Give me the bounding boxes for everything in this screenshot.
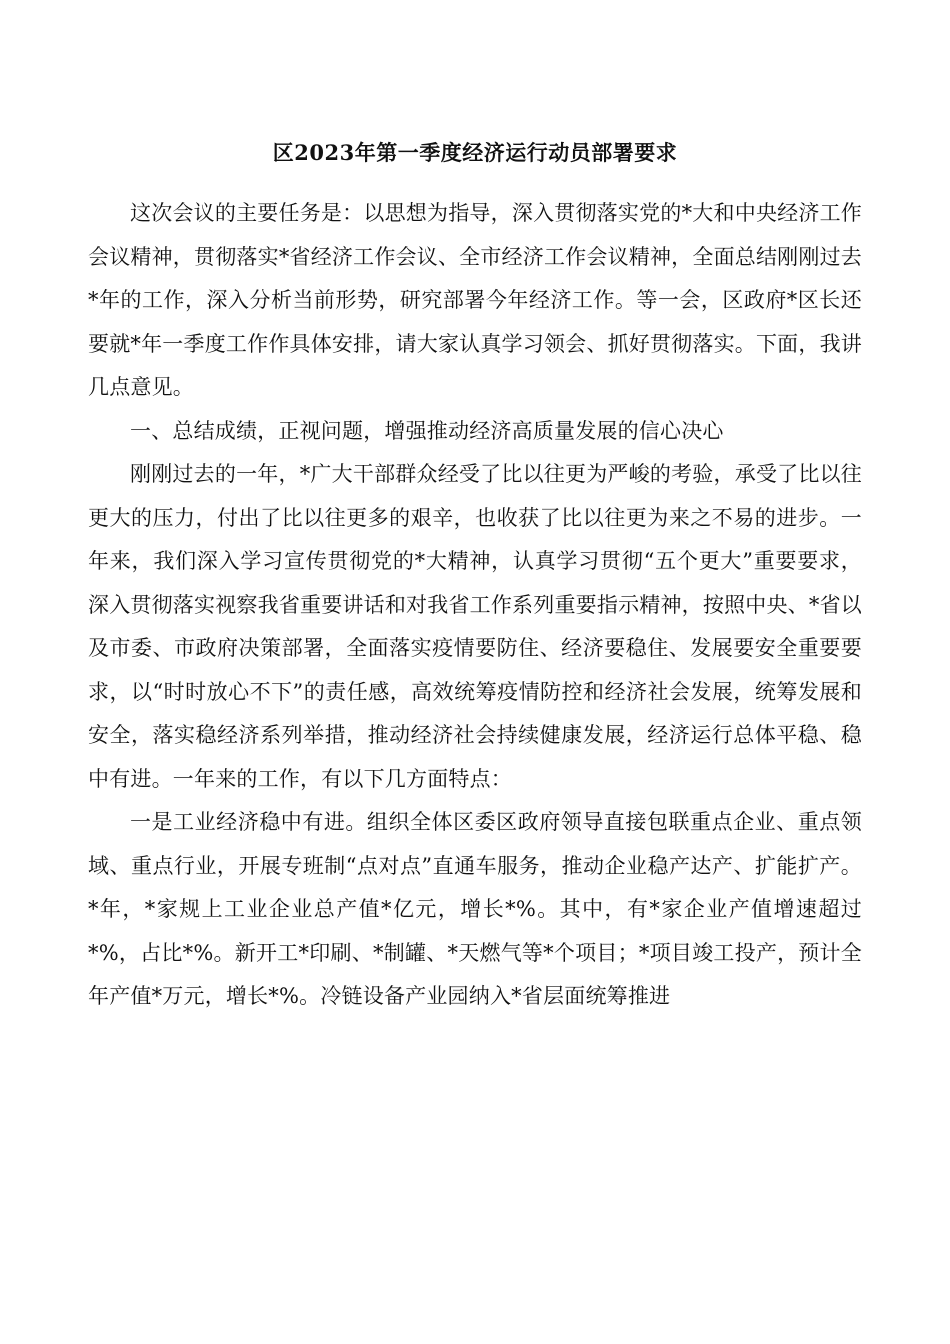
- paragraph-intro: 这次会议的主要任务是：以思想为指导，深入贯彻落实党的*大和中央经济工作会议精神，贯彻落实*省经济工作会议、全市经济工作会议精神，全面总结刚刚过去*年的工作，深入分析当前形势，研究部署今年经济工作。等一会，区政府*区长还要就*年一季度工作作具体安排，请大家认真学习领会、抓好贯彻落实。下面，我讲几点意见。: [88, 201, 862, 399]
- document-page: [88, 0, 862, 1344]
- section-heading-1: 一、总结成绩，正视问题，增强推动经济高质量发展的信心决心: [130, 418, 724, 443]
- document-body: [88, 192, 862, 1019]
- paragraph-review: 刚刚过去的一年，*广大干部群众经受了比以往更为严峻的考验，承受了比以往更大的压力，付出了比以往更多的艰辛，也收获了比以往更为来之不易的进步。一年来，我们深入学习宣传贯彻党的*大精神，认真学习贯彻“五个更大”重要要求，深入贯彻落实视察我省重要讲话和对我省工作系列重要指示精神，按照中央、*省以及市委、市政府决策部署，全面落实疫情要防住、经济要稳住、发展要安全重要要求，以“时时放心不下”的责任感，高效统筹疫情防控和经济社会发展，统筹发展和安全，落实稳经济系列举措，推动经济社会持续健康发展，经济运行总体平稳、稳中有进。一年来的工作，有以下几方面特点：: [88, 462, 862, 791]
- paragraph-industry: 一是工业经济稳中有进。组织全体区委区政府领导直接包联重点企业、重点领域、重点行业，开展专班制“点对点”直通车服务，推动企业稳产达产、扩能扩产。*年，*家规上工业企业总产值*亿元，增长*%。其中，有*家企业产值增速超过*%，占比*%。新开工*印刷、*制罐、*天燃气等*个项目；*项目竣工投产，预计全年产值*万元，增长*%。冷链设备产业园纳入*省层面统筹推进: [88, 810, 862, 1008]
- document-title: 区2023年第一季度经济运行动员部署要求: [272, 140, 678, 165]
